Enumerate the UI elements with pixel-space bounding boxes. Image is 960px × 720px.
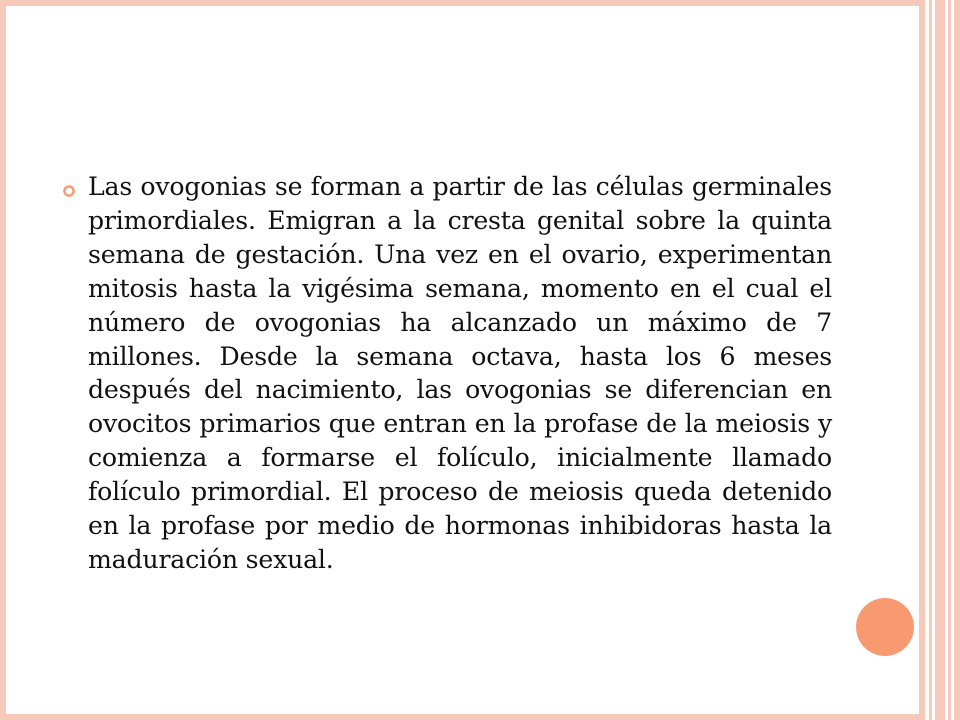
bullet-item bbox=[62, 170, 832, 577]
frame-top-border bbox=[0, 0, 925, 6]
slide-body bbox=[62, 170, 832, 577]
stripe bbox=[954, 0, 960, 720]
open-circle-bullet-icon bbox=[62, 184, 76, 198]
frame-left-border bbox=[0, 0, 6, 720]
stripe bbox=[929, 0, 932, 720]
stripe bbox=[919, 0, 925, 720]
stripe bbox=[948, 0, 951, 720]
bullet-text: Las ovogonias se forman a partir de las células germinales primordiales. Emigran a la cresta genital sobre la quinta semana de gestación. Una vez en el ovario, experimentan mitosis hasta la vigésima semana, momento en el cual el número de ovogonias ha alcanzado un máximo de 7 millones. Desde la semana octava, hasta los 6 meses después del nacimiento, las ovogonias se diferencian en ovocitos primarios que entran en la profase de la meiosis y comienza a formarse el folículo, inicialmente llamado folículo primordial. El proceso de meiosis queda detenido en la profase por medio de hormonas inhibidoras hasta la maduración sexual. bbox=[88, 172, 832, 574]
accent-circle bbox=[856, 598, 914, 656]
stripe bbox=[935, 0, 945, 720]
frame-bottom-border bbox=[0, 714, 925, 720]
decorative-stripes bbox=[919, 0, 960, 720]
